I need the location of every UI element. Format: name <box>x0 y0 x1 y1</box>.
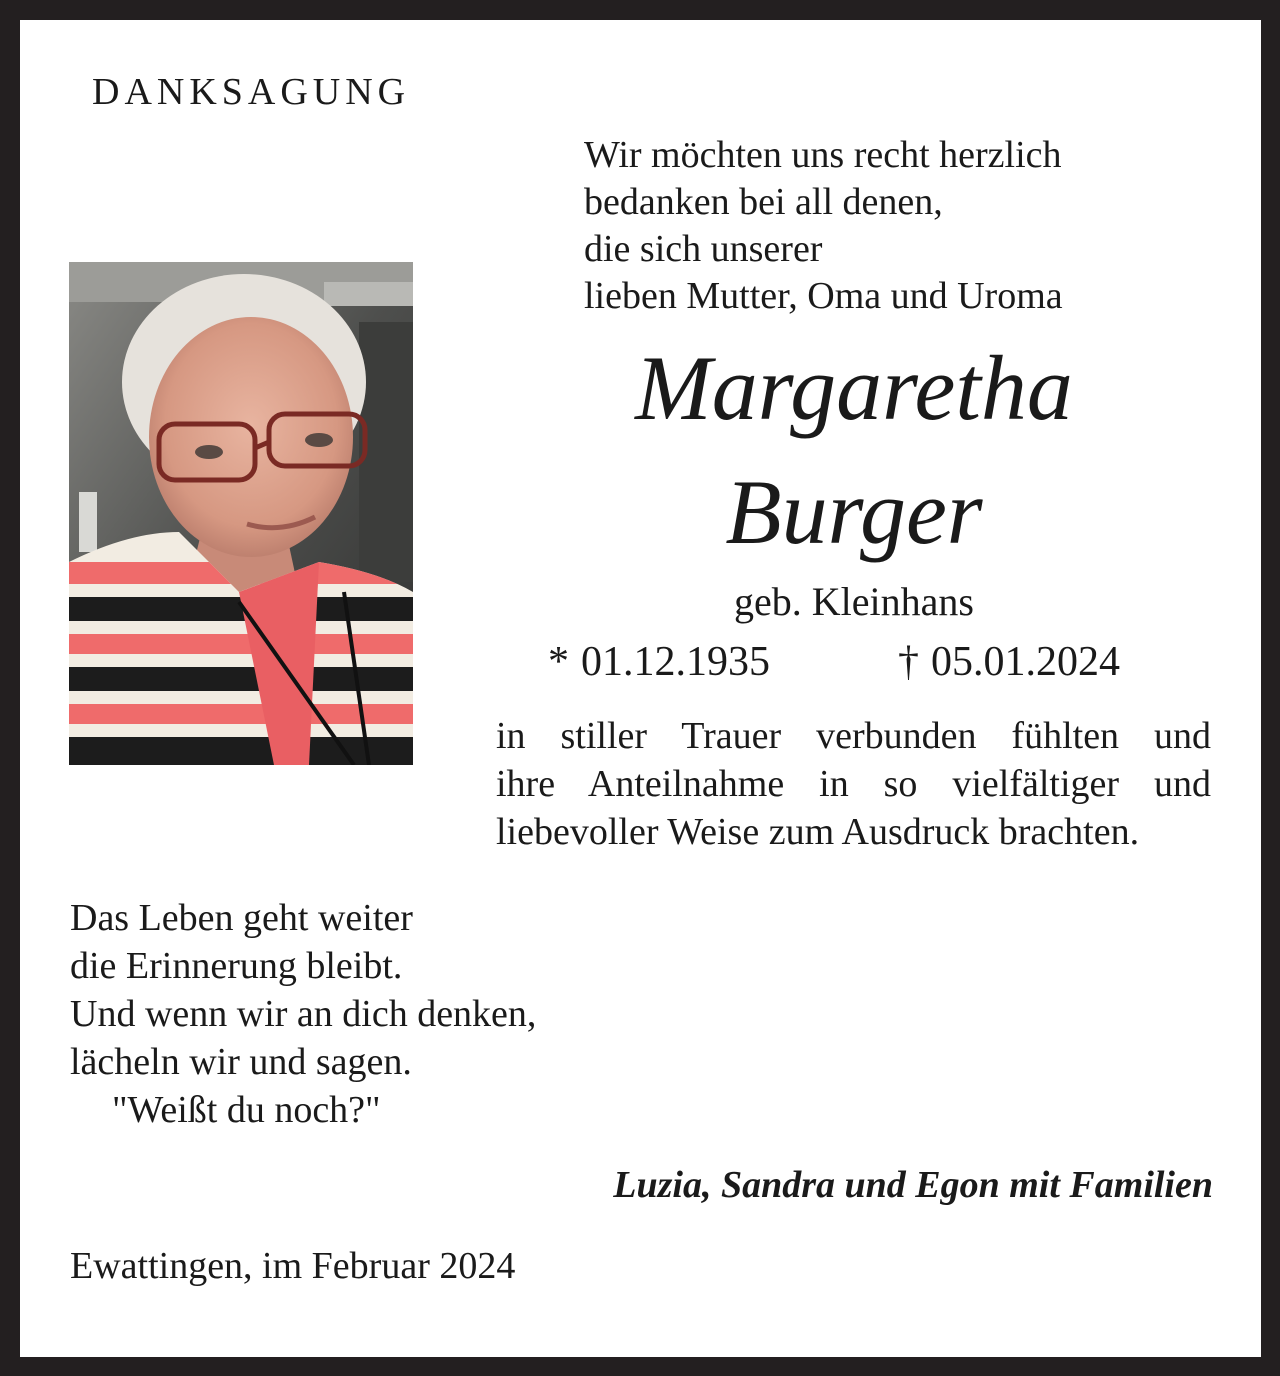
death-date-group <box>898 638 1120 686</box>
cross-icon: † <box>898 639 919 685</box>
intro-text <box>584 132 1063 320</box>
continuation-line: liebevoller Weise zum Ausdruck brachten. <box>496 811 1140 853</box>
birth-symbol: * <box>548 639 569 685</box>
intro-line: Wir möchten uns recht herzlich <box>584 134 1062 176</box>
birth-date: 01.12.1935 <box>581 639 770 685</box>
deceased-first-name: Margaretha <box>635 337 1073 439</box>
continuation-line: in stiller Trauer verbunden fühlten und <box>496 715 1211 757</box>
mourners-signature: Luzia, Sandra und Egon mit Familien <box>613 1164 1213 1206</box>
death-date: 05.01.2024 <box>931 639 1120 685</box>
poem-line: Und wenn wir an dich denken, <box>70 993 537 1035</box>
poem-line: die Erinnerung bleibt. <box>70 945 403 987</box>
deceased-last-name: Burger <box>725 461 983 563</box>
intro-line: lieben Mutter, Oma und Uroma <box>584 275 1063 317</box>
birth-name: geb. Kleinhans <box>734 579 974 624</box>
intro-line: die sich unserer <box>584 228 823 270</box>
obituary-card <box>20 20 1261 1357</box>
place-and-date: Ewattingen, im Februar 2024 <box>70 1245 516 1287</box>
poem-line: "Weißt du noch?" <box>112 1089 381 1131</box>
poem <box>70 894 536 1134</box>
continuation-text <box>496 712 1211 856</box>
continuation-line: ihre Anteilnahme in so vielfältiger und <box>496 763 1211 805</box>
poem-line: Das Leben geht weiter <box>70 897 413 939</box>
portrait-photo <box>69 262 413 765</box>
intro-line: bedanken bei all denen, <box>584 181 943 223</box>
notice-heading: DANKSAGUNG <box>92 71 411 113</box>
birth-date-group <box>548 638 770 686</box>
poem-line: lächeln wir und sagen. <box>70 1041 412 1083</box>
portrait-image <box>69 262 413 765</box>
